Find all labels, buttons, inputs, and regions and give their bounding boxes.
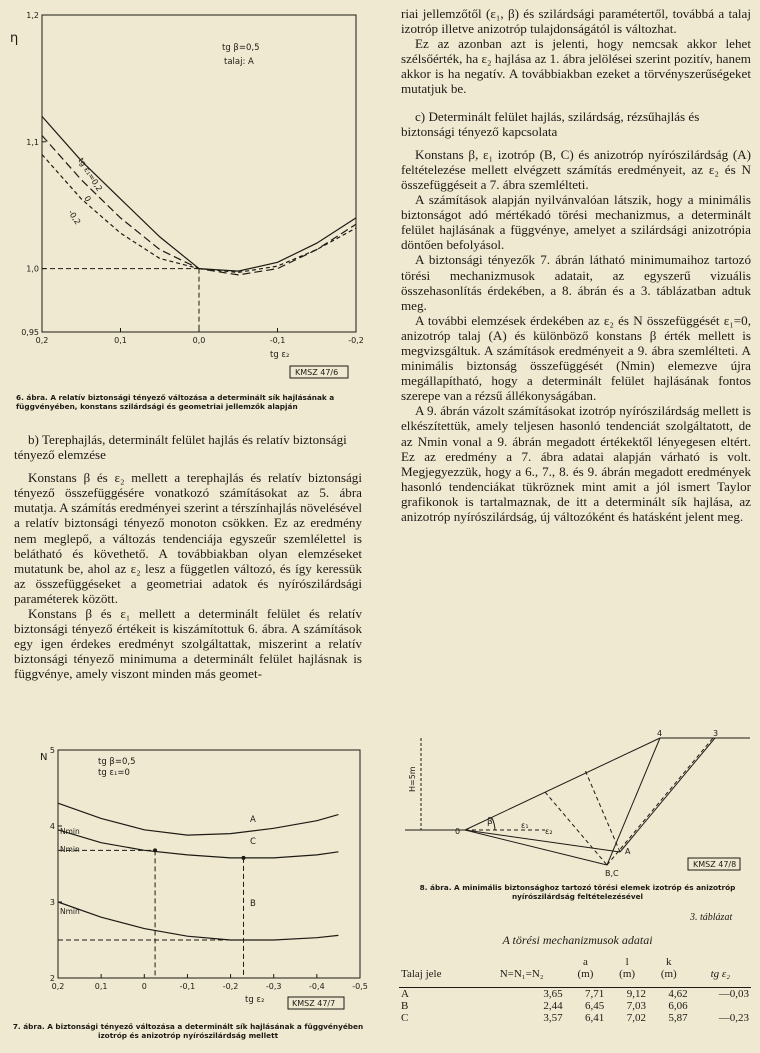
- header-unit: (m): [660, 968, 677, 980]
- paragraph: riai jellemzőtől (ε₁, β) és szilárdsági paramétertől, továbbá a talaj izotróp illetve anizotróp tulajdonságától is változhat.: [401, 6, 751, 37]
- height-label: H=5m: [408, 766, 417, 792]
- table-row: [399, 1012, 751, 1024]
- right-text-column: [401, 6, 751, 524]
- x-tick-label: 0,2: [35, 336, 49, 345]
- failure-back-a: [620, 738, 715, 852]
- x-tick-label: -0,2: [222, 982, 239, 991]
- table-header: N=N₁=N₂: [499, 968, 544, 980]
- x-tick-label: -0,5: [352, 982, 368, 991]
- table-row: [399, 1000, 751, 1012]
- series-line: [58, 902, 338, 940]
- x-tick-label: 0,2: [51, 982, 65, 991]
- parameter-label: tg β=0,5: [222, 43, 260, 53]
- point-label: ε₁: [521, 821, 529, 830]
- point-label: 4: [657, 730, 663, 738]
- parameter-label: tg β=0,5: [98, 757, 136, 767]
- paragraph: A további elemzések érdekében az ε₂ és N összefüggését ε₁=0, anizotróp talaj (A) és különböző konstans β érték mellett is megvizsgáltuk. A számítások eredményeit a 9. ábra szemlélteti. A minimális biztonság összefüggését (Nmin) elemezve újra megállapítható, hogy a determinált felület hajlásának fontos szerepe van a rézsű állékonyságában.: [401, 312, 751, 404]
- curve-label: B: [250, 899, 256, 909]
- curve-label: A: [250, 815, 256, 825]
- figure-7-caption: 7. ábra. A biztonsági tényező változása a determinált sík hajlásának a függvényében izotróp és anizotróp nyírószilárdság mellett: [12, 1022, 364, 1040]
- x-tick-label: 0,1: [114, 336, 127, 345]
- table-cell: 5,87: [668, 1012, 688, 1024]
- y-tick-label: 1,0: [26, 264, 39, 274]
- table-header: [606, 956, 648, 980]
- minimum-point: [242, 856, 246, 860]
- table-cell: 2,44: [543, 1000, 563, 1012]
- table-cell: 7,71: [585, 988, 605, 1000]
- curve-label: -0,2: [66, 208, 83, 227]
- y-tick-label: 3: [49, 898, 55, 907]
- x-tick-label: -0,1: [269, 336, 286, 345]
- paragraph: Konstans β és ε₂ mellett a terephajlás és relatív biztonsági tényező összefüggésére vonatkozó számításokat az 5. ábra mutatja. A számítás eredményei szerint a térszínhajlás növelésével a relatív biztonsági tényező monoton csökken. Ez az eredmény nem meglepő, a változás tendenciája egyszeűr szemlélettel is belátható és követhető. A továbbiakban olyan elemzéseket mutatunk be, ahol az ε₂ lesz a független változó, és így keressük az összefüggéseket a geometriai adatok és nyírószilárdsági paraméterek között.: [14, 470, 362, 606]
- x-axis-label: tg ε₂: [245, 995, 265, 1005]
- label-box-text: KMSZ 47/6: [295, 368, 339, 377]
- table-number: 3. táblázat: [690, 912, 733, 923]
- table-title: A törési mechanizmusok adatai: [502, 933, 653, 947]
- table-3: [399, 956, 751, 1024]
- table-cell: A: [401, 988, 409, 1000]
- figure-7: [0, 740, 370, 1030]
- table-cell: C: [401, 1012, 409, 1024]
- y-tick-label: 4: [49, 822, 55, 831]
- table-cell: [690, 1000, 751, 1012]
- y-tick-label: 5: [49, 746, 55, 755]
- section-c-title: c) Determinált felület hajlás, szilárdság, rézsűhajlás és biztonsági tényező kapcsolata: [401, 108, 700, 139]
- paragraph: A biztonsági tényezők 7. ábrán látható minimumaihoz tartozó törési mechanizmusok adatait, az egyszerű vizuális összehasonlítás érdekében, a 8. ábrán és a 3. táblázatban adtuk meg.: [401, 252, 751, 313]
- nmin-label: Nmin: [60, 907, 80, 916]
- figure-8: [395, 730, 760, 880]
- x-tick-label: 0,1: [94, 982, 108, 991]
- table-cell: 7,03: [626, 1000, 646, 1012]
- table-cell: —0,23: [718, 1012, 749, 1024]
- paragraph: Konstans β, ε₁ izotróp (B, C) és anizotróp nyírószilárdság (A) feltételezése mellett elvégzett számítás eredményeit, az ε₂ és N összefüggéseit a 7. ábra szemlélteti.: [401, 146, 751, 192]
- paragraph: Konstans β és ε₁ mellett a determinált felület és relatív biztonsági tényező értékeit is kiszámítottuk 6. ábra. A számítások egy igen érdekes eredményt szolgáltattak, miszerint a relatív biztonsági tényező minimuma a determinált felület hajlásnak is függvénye, amely viszont minden más geomet-: [14, 606, 362, 682]
- x-axis-label: tg ε₂: [270, 350, 290, 360]
- parameter-label: tg ε₁=0: [98, 768, 130, 778]
- x-tick-label: -0,4: [309, 982, 325, 991]
- paragraph: A számítások alapján nyilvánvalóan látszik, hogy a minimális biztonságot adó mértékadó törési mechanizmus, a determinált felület hajlásának a függvénye, amelyet a szilárdsági anizotrópia döntően befolyásol.: [401, 192, 751, 253]
- y-axis-label: η: [10, 31, 19, 46]
- table-header: Talaj jele: [401, 968, 442, 980]
- label-box-text: KMSZ 47/8: [693, 860, 737, 869]
- x-tick-label: 0: [141, 982, 147, 991]
- y-tick-label: 2: [49, 974, 55, 983]
- table-cell: 4,62: [668, 988, 688, 1000]
- table-header: [648, 956, 690, 980]
- failure-back-bc: [607, 738, 660, 865]
- point-label: B,C: [605, 869, 619, 878]
- curve-label: C: [250, 837, 256, 847]
- table-cell: B: [401, 1000, 409, 1012]
- table-row: [399, 988, 751, 1000]
- table-cell: 7,02: [626, 1012, 646, 1024]
- figure-6: [0, 0, 370, 400]
- table-cell: —0,03: [718, 988, 749, 1000]
- header-text: l: [625, 956, 629, 968]
- table-header: [565, 956, 607, 980]
- table-cell: 6,06: [668, 1000, 688, 1012]
- spacer: [399, 980, 751, 988]
- header-text: a: [582, 956, 588, 968]
- header-unit: (m): [619, 968, 636, 980]
- figure-6-caption: 6. ábra. A relatív biztonsági tényező változása a determinált sík hajlásának a függvényében, konstans szilárdsági és geometriai jellemzők alapján: [16, 393, 335, 411]
- series-line: [42, 136, 356, 275]
- x-tick-label: -0,3: [265, 982, 282, 991]
- point-label: 3: [713, 730, 719, 738]
- dashed-2: [585, 770, 620, 852]
- y-axis-label: N: [40, 752, 48, 763]
- series-line: [58, 830, 338, 858]
- label-box-text: KMSZ 47/7: [292, 999, 336, 1008]
- curve-label: tg ε₁=0,2: [76, 156, 104, 194]
- series-line: [58, 803, 338, 835]
- dashed-3: [545, 792, 607, 865]
- point-label: 0: [455, 827, 461, 836]
- plot-frame: [58, 750, 360, 978]
- x-tick-label: -0,1: [179, 982, 196, 991]
- point-label: ε₂: [545, 827, 553, 836]
- paragraph: A 9. ábrán vázolt számításokat izotróp nyírószilárdság mellett is elkészítettük, amely teljesen hasonló tendenciát szolgáltatott, de az Nmin vonal a 9. ábrán megadott értékektől lényegesen eltért. Ez az eredmény a 7. ábra adatai alapján várható is volt. Megjegyezzük, hogy a 6., 7., 8. és 9. ábrán megadott eredmények hasonló tendenciákat tükröznek mint amit a jól ismert Taylor grafikonok is tartalmaznak, de itt a determinált sík hajlása, az anizotróp nyírószilárdság, új változóként és hatásként jelent meg.: [401, 403, 751, 524]
- nmin-label: Nmin: [60, 827, 80, 836]
- section-b-title: b) Terephajlás, determinált felület hajlás és relatív biztonsági tényező elemzése: [14, 432, 347, 463]
- y-tick-label: 1,1: [26, 137, 39, 147]
- left-text-column: [14, 432, 362, 682]
- minimum-point: [153, 848, 157, 852]
- slope-line: [465, 738, 660, 830]
- table-cell: 3,57: [543, 1012, 563, 1024]
- table-cell: 9,12: [626, 988, 646, 1000]
- table-header: tg ε₂: [710, 968, 731, 980]
- y-tick-label: 1,2: [26, 11, 39, 20]
- header-text: k: [666, 956, 672, 968]
- table-cell: 6,45: [585, 1000, 605, 1012]
- x-tick-label: -0,2: [348, 336, 364, 345]
- dashed-1: [607, 738, 713, 865]
- header-unit: (m): [577, 968, 594, 980]
- x-tick-label: 0,0: [192, 336, 206, 345]
- y-tick-label: 0,95: [21, 328, 39, 337]
- paragraph: Ez az azonban azt is jelenti, hogy nemcsak akkor lehet szélsőérték, ha ε₂ hajlása az 1. ábra jelölései szerint pozitív, hanem akkor is ha negatív. A továbbiakban ezeket a törvényszerűségeket mutatjuk be.: [401, 36, 751, 97]
- curve-label: 0: [82, 194, 93, 204]
- table-cell: 3,65: [543, 988, 563, 1000]
- point-label: A: [625, 847, 631, 856]
- nmin-label: Nmin: [60, 845, 80, 854]
- parameter-label: talaj: A: [224, 57, 254, 67]
- figure-8-caption: 8. ábra. A minimális biztonsághoz tartozó törési elemek izotróp és anizotróp nyírószilárdság feltételezésével: [419, 883, 736, 901]
- table-cell: 6,41: [585, 1012, 605, 1024]
- point-label: β: [487, 817, 493, 827]
